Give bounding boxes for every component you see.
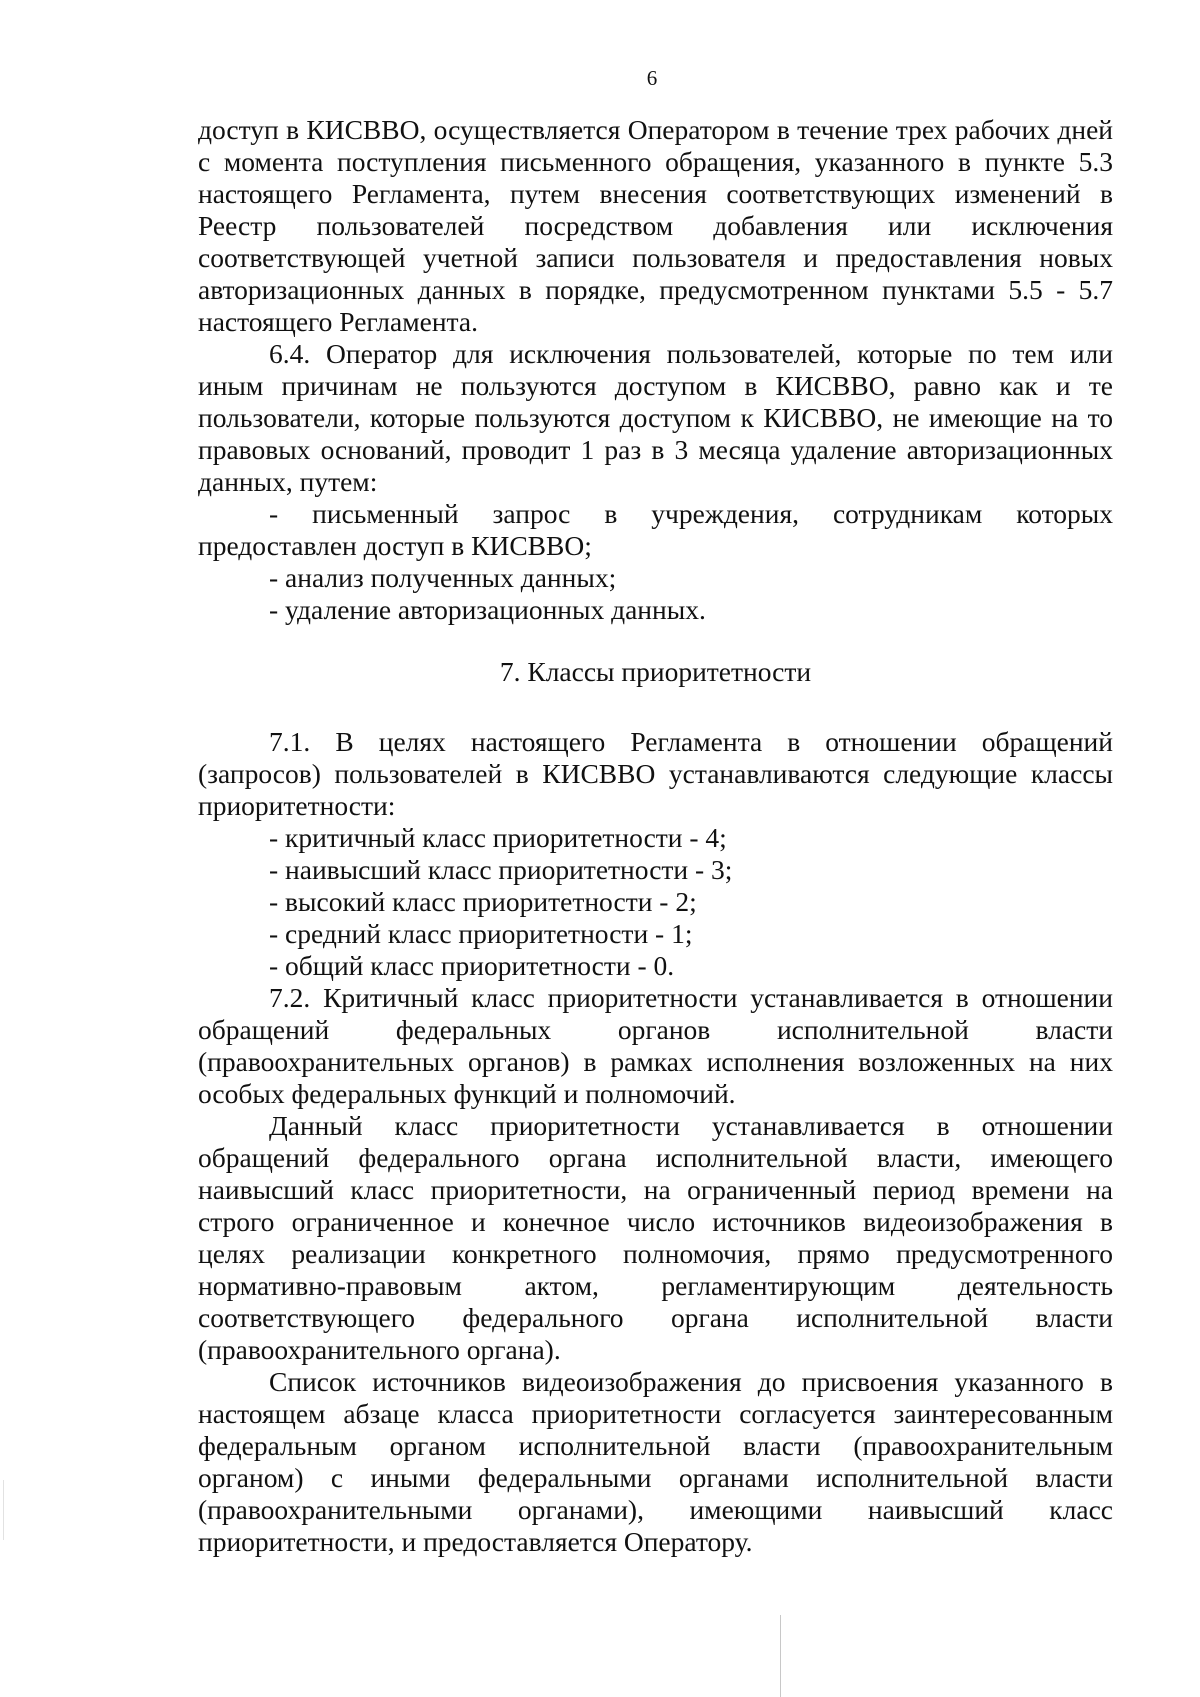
list-item-class-critical: - критичный класс приоритетности - 4; xyxy=(269,822,727,853)
list-item-class-high: - высокий класс приоритетности - 2; xyxy=(269,886,697,917)
list-item-class-medium: - средний класс приоритетности - 1; xyxy=(269,918,693,949)
list-item-written-request: - письменный запрос в учреждения, сотрудникам которых предоставлен доступ в КИСВВО; xyxy=(198,498,1113,561)
page-number: 6 xyxy=(646,66,658,90)
section-heading-priority-classes: 7. Классы приоритетности xyxy=(499,656,812,687)
document-body xyxy=(198,114,1113,1558)
paragraph-source-list: Список источников видеоизображения до присвоения указанного в настоящем абзаце класса приоритетности согласуется заинтересованным федеральным органом исполнительной власти (правоохранительным органом) с иными федеральными органами исполнительной власти (правоохранительными органами), имеющими наивысший класс приоритетности, и предоставляется Оператору. xyxy=(198,1366,1113,1557)
scan-artifact-line xyxy=(780,1615,781,1697)
paragraph-6-4: 6.4. Оператор для исключения пользователей, которые по тем или иным причинам не пользуются доступом в КИСВВО, равно как и те пользователи, которые пользуются доступом к КИСВВО, не имеющие на то правовых оснований, проводит 1 раз в 3 месяца удаление авторизационных данных, путем: xyxy=(198,338,1113,497)
list-item-data-analysis: - анализ полученных данных; xyxy=(269,562,617,593)
paragraph-7-2: 7.2. Критичный класс приоритетности устанавливается в отношении обращений федеральных органов исполнительной власти (правоохранительных органов) в рамках исполнения возложенных на них особых федеральных функций и полномочий. xyxy=(198,982,1113,1109)
list-item-class-highest: - наивысший класс приоритетности - 3; xyxy=(269,854,733,885)
paragraph-7-1: 7.1. В целях настоящего Регламента в отношении обращений (запросов) пользователей в КИСВВО устанавливаются следующие классы приоритетности: xyxy=(198,726,1113,821)
paragraph-access-change: доступ в КИСВВО, осуществляется Оператором в течение трех рабочих дней с момента поступления письменного обращения, указанного в пункте 5.3 настоящего Регламента, путем внесения соответствующих изменений в Реестр пользователей посредством добавления или исключения соответствующей учетной записи пользователя и предоставления новых авторизационных данных в порядке, предусмотренном пунктами 5.5 - 5.7 настоящего Регламента. xyxy=(198,114,1113,337)
scan-artifact-margin xyxy=(3,1480,4,1540)
list-item-data-removal: - удаление авторизационных данных. xyxy=(269,594,706,625)
list-item-class-general: - общий класс приоритетности - 0. xyxy=(269,950,675,981)
paragraph-class-details: Данный класс приоритетности устанавливается в отношении обращений федерального органа исполнительной власти, имеющего наивысший класс приоритетности, на ограниченный период времени на строго ограниченное и конечное число источников видеоизображения в целях реализации конкретного полномочия, прямо предусмотренного нормативно-правовым актом, регламентирующим деятельность соответствующего федерального органа исполнительной власти (правоохранительного органа). xyxy=(198,1110,1113,1365)
